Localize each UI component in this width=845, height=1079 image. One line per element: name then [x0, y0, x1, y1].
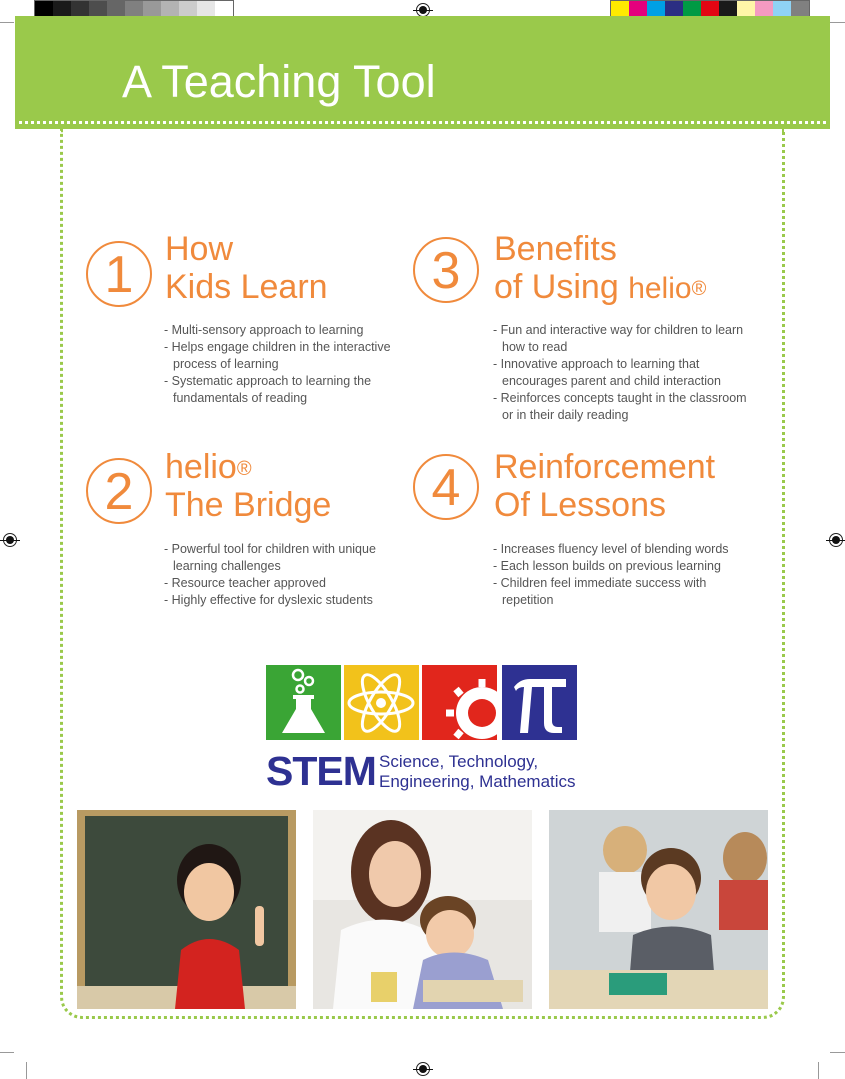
registration-mark-top	[416, 3, 430, 17]
section-3-number: 3	[413, 237, 479, 303]
header-dotted-divider	[19, 121, 826, 124]
registration-mark-left	[3, 533, 17, 547]
list-item: - Children feel immediate success with repetition	[493, 576, 707, 607]
registration-mark-right	[829, 533, 843, 547]
registered-mark: ®	[691, 278, 707, 300]
crop-mark	[0, 22, 14, 23]
list-item: - Multi-sensory approach to learning	[164, 323, 364, 337]
section-1-number: 1	[86, 241, 152, 307]
photo-classroom-boy	[549, 810, 768, 1009]
flask-icon	[266, 665, 341, 740]
list-item: - Helps engage children in the interactive process of learning	[164, 340, 391, 371]
list-item: - Innovative approach to learning that encourages parent and child interaction	[493, 357, 721, 388]
list-item: - Powerful tool for children with unique learning challenges	[164, 542, 376, 573]
atom-icon	[344, 665, 419, 740]
section-2-heading-line1	[165, 448, 331, 486]
list-item: - Highly effective for dyslexic students	[164, 593, 373, 607]
stem-subtitle-line2: Engineering, Mathematics	[379, 772, 576, 791]
section-3-heading-line2	[494, 268, 706, 308]
stem-acronym: STEM	[266, 748, 376, 794]
stem-subtitle-line1: Science, Technology,	[379, 752, 539, 771]
section-1-heading-line1: How	[165, 230, 234, 268]
section-3-heading-of-using: of Using	[494, 268, 619, 306]
science-tile	[266, 665, 341, 740]
photo-girl-raising-finger	[77, 810, 296, 1009]
gear-icon	[422, 665, 497, 740]
list-item: - Systematic approach to learning the fundamentals of reading	[164, 374, 372, 405]
list-item: - Resource teacher approved	[164, 576, 326, 590]
section-4-number: 4	[413, 454, 479, 520]
helio-brand: helio	[165, 448, 237, 486]
section-4-heading-line2: Of Lessons	[494, 486, 666, 524]
section-2-heading	[165, 448, 331, 524]
section-1-heading	[165, 230, 328, 306]
section-2-number: 2	[86, 458, 152, 524]
registered-mark: ®	[236, 458, 252, 480]
section-2-heading-line2: The Bridge	[165, 486, 332, 524]
crop-mark	[0, 1052, 14, 1053]
engineering-tile	[422, 665, 497, 740]
list-item: - Reinforces concepts taught in the classroom or in their daily reading	[493, 391, 747, 422]
list-item: - Increases fluency level of blending words	[493, 542, 729, 556]
section-2-list	[164, 541, 419, 609]
list-item: - Each lesson builds on previous learning	[493, 559, 721, 573]
section-1-heading-line2: Kids Learn	[165, 268, 328, 306]
section-3-list	[493, 322, 748, 424]
photo-teacher-with-boy	[313, 810, 532, 1009]
technology-tile	[344, 665, 419, 740]
section-4-list	[493, 541, 758, 609]
section-1-list	[164, 322, 419, 407]
math-tile	[502, 665, 577, 740]
section-4-heading-line1: Reinforcement	[494, 448, 716, 486]
pi-icon	[502, 665, 577, 740]
crop-mark	[26, 1062, 27, 1079]
crop-mark	[830, 22, 845, 23]
crop-mark	[818, 1062, 819, 1079]
section-4-heading	[494, 448, 715, 524]
page-title: A Teaching Tool	[122, 56, 436, 107]
helio-brand: helio	[628, 272, 692, 305]
header-banner	[15, 16, 830, 129]
registration-mark-bottom	[416, 1062, 430, 1076]
list-item: - Fun and interactive way for children to learn how to read	[493, 323, 744, 354]
section-3-heading-line1: Benefits	[494, 230, 617, 268]
stem-subtitle	[379, 752, 576, 792]
section-3-heading	[494, 230, 706, 308]
crop-mark	[830, 1052, 845, 1053]
